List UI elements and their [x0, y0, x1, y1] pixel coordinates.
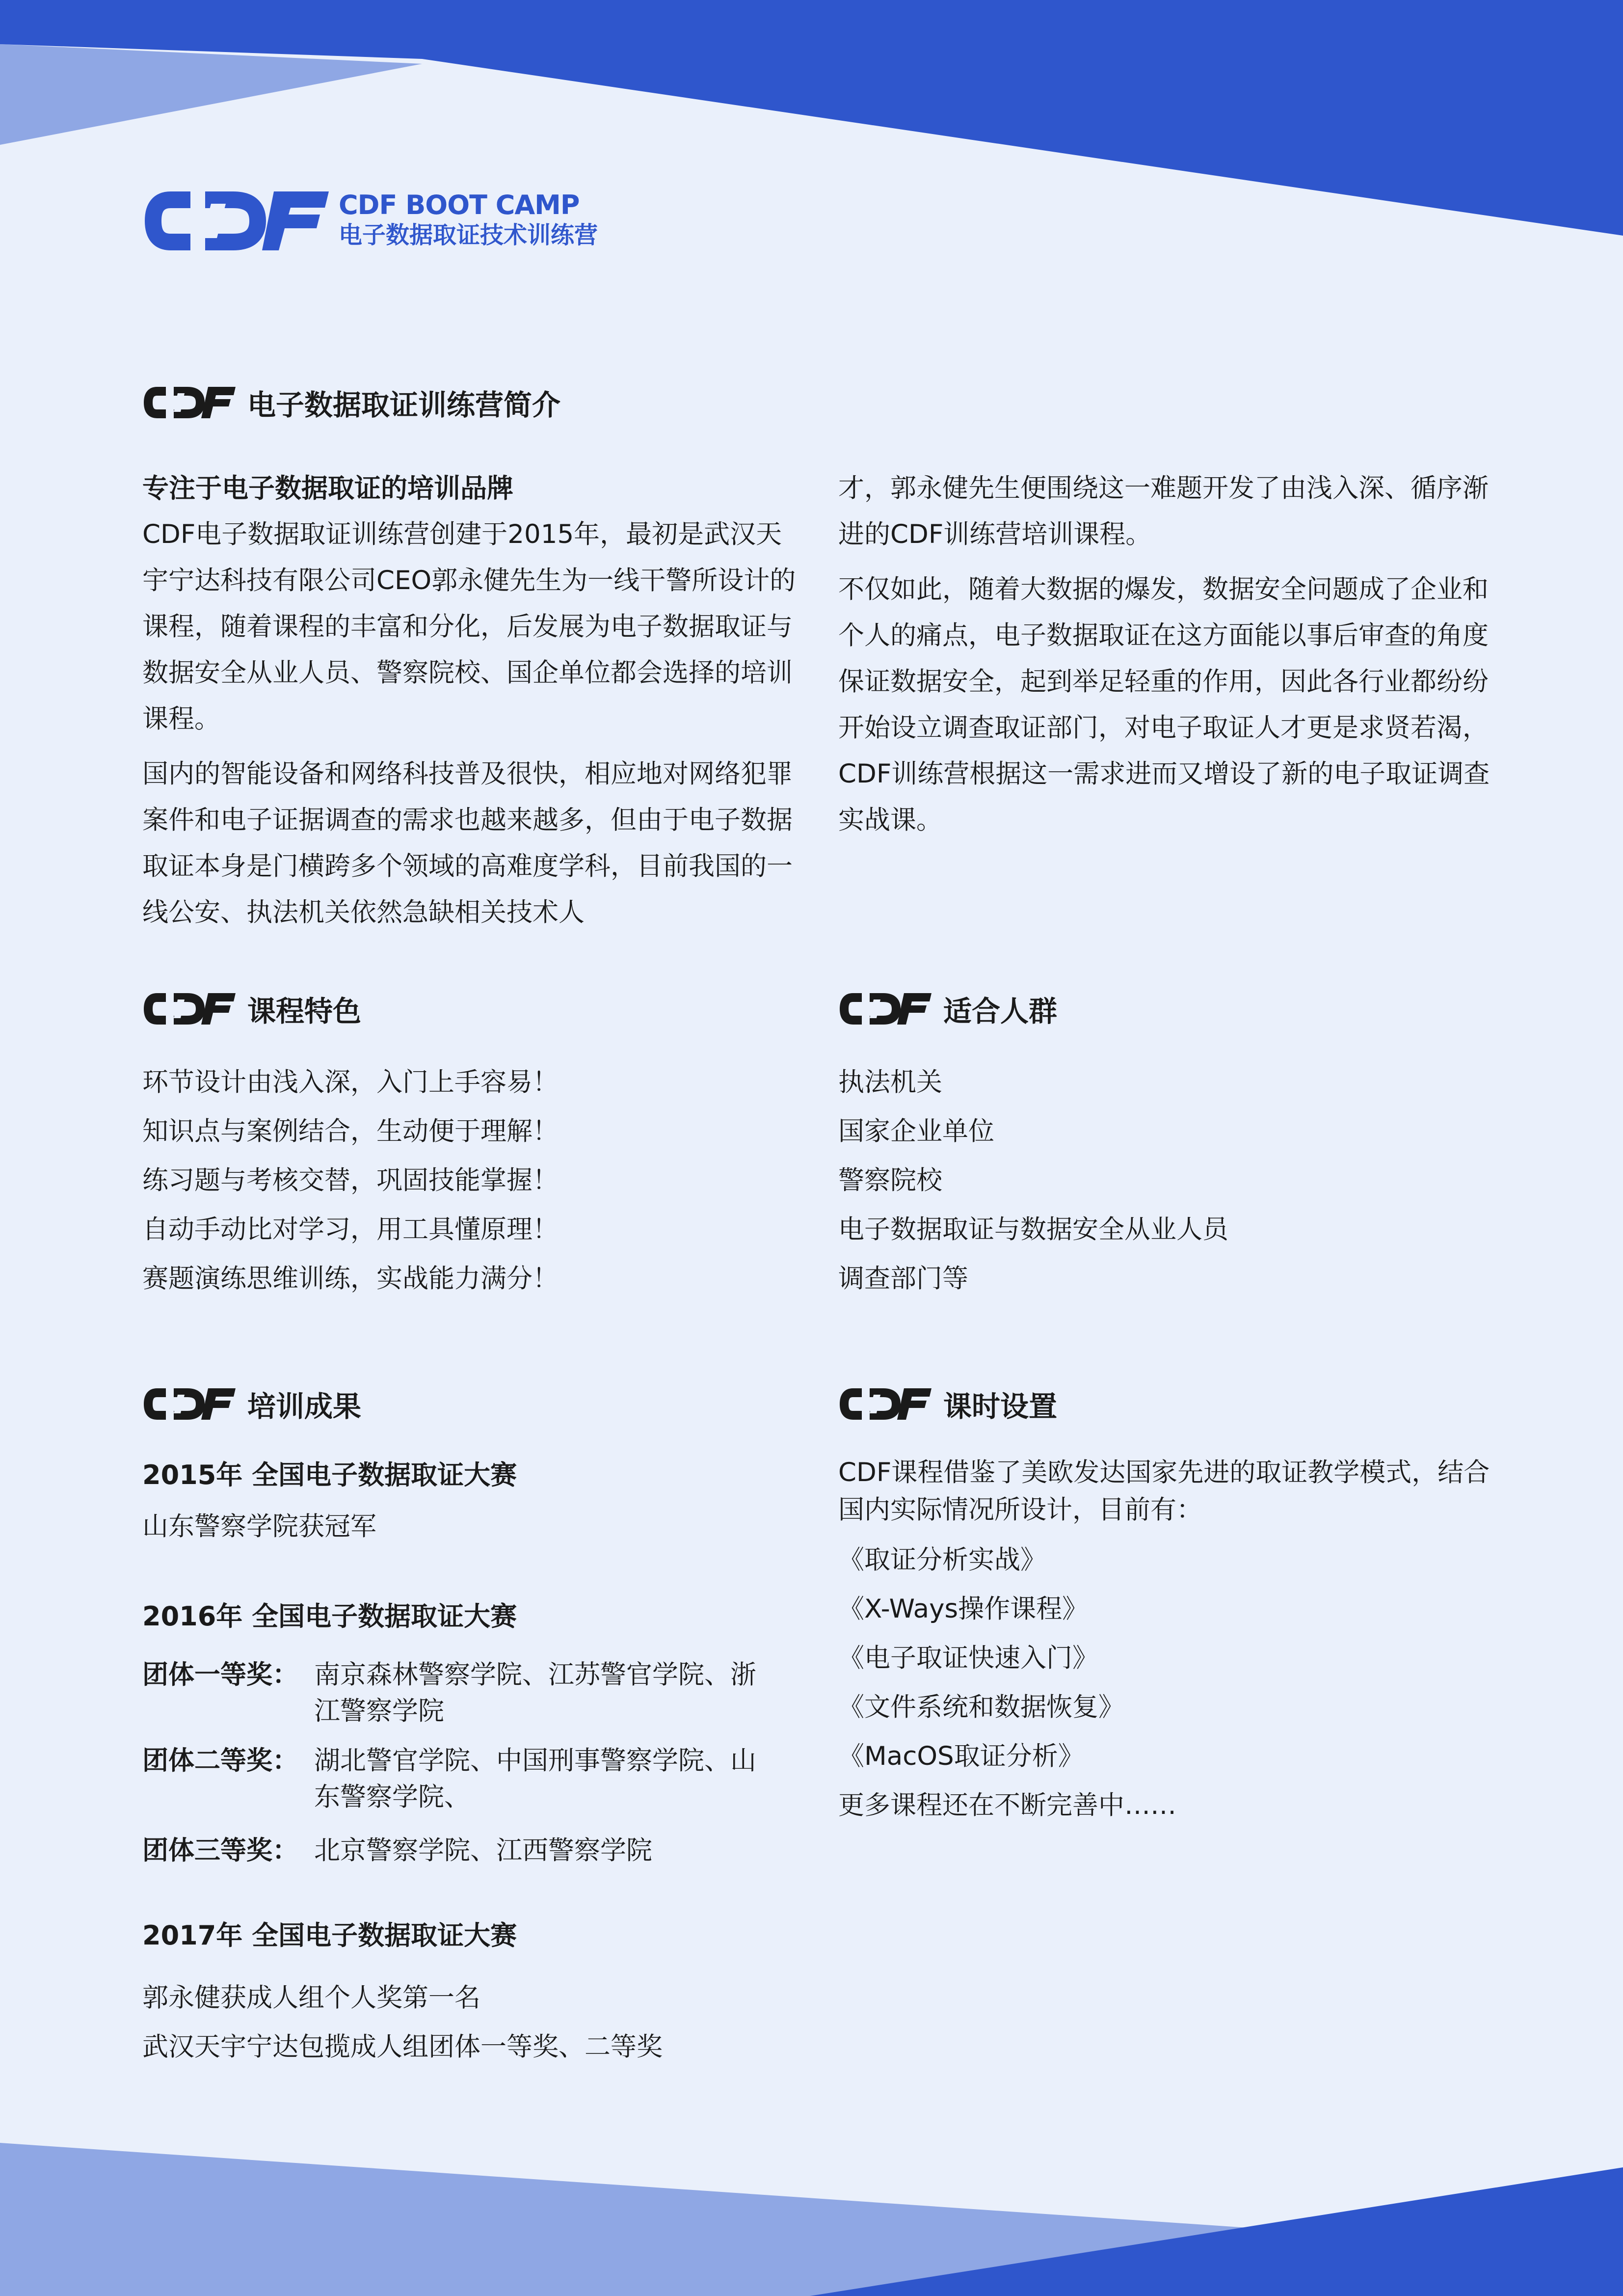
cdf-mini-logo-icon: [838, 1387, 931, 1421]
result-2017-heading: 2017年 全国电子数据取证大赛: [142, 1920, 517, 1951]
intro-paragraph-3: 才，郭永健先生便围绕这一难题开发了由浅入深、循序渐进的CDF训练营培训课程。: [838, 473, 1489, 549]
intro-subtitle: 专注于电子数据取证的培训品牌: [142, 473, 513, 504]
cdf-logo: [142, 189, 329, 253]
header-title-en: CDF BOOT CAMP: [339, 189, 580, 220]
award-row: [142, 1657, 780, 1729]
features-title: 课程特色: [247, 995, 362, 1028]
intro-section-title: [142, 383, 560, 422]
award-label: 团体三等奖：: [142, 1836, 298, 1865]
list-item: 武汉天宇宁达包揽成人组团体一等奖、二等奖: [142, 2032, 663, 2062]
header-title: [339, 190, 598, 250]
list-item: 郭永健获成人组个人奖第一名: [142, 1983, 480, 2013]
result-2016-heading: 2016年 全国电子数据取证大赛: [142, 1601, 517, 1632]
top-left-light-triangle: [0, 44, 422, 145]
cdf-mini-logo-icon: [142, 1387, 236, 1421]
award-row: [142, 1833, 780, 1869]
award-value: 南京森林警察学院、江苏警官学院、浙江警察学院: [314, 1660, 756, 1726]
list-item: 《X-Ways操作课程》: [838, 1594, 1089, 1624]
audience-title: 适合人群: [943, 995, 1058, 1028]
schedule-more: 更多课程还在不断完善中……: [838, 1790, 1176, 1820]
list-item: 环节设计由浅入深，入门上手容易！: [142, 1067, 559, 1097]
award-value: 湖北警官学院、中国刑事警察学院、山东警察学院、: [314, 1746, 756, 1812]
results-section-title: [142, 1384, 361, 1424]
result-2017-lines: [142, 1973, 780, 2072]
list-item: 知识点与案例结合，生动便于理解！: [142, 1116, 559, 1146]
intro-right-column: [838, 465, 1496, 843]
list-item: 《取证分析实战》: [838, 1545, 1046, 1575]
schedule-title: 课时设置: [943, 1390, 1058, 1423]
schedule-course-list: [838, 1536, 1476, 1830]
intro-title: 电子数据取证训练营简介: [247, 388, 561, 422]
audience-section-title: [838, 989, 1057, 1028]
award-label: 团体二等奖：: [142, 1746, 298, 1776]
award-row: [142, 1743, 780, 1815]
list-item: 电子数据取证与数据安全从业人员: [838, 1215, 1228, 1244]
list-item: 《电子取证快速入门》: [838, 1643, 1098, 1673]
list-item: 国家企业单位: [838, 1116, 994, 1146]
result-2015-heading: 2015年 全国电子数据取证大赛: [142, 1459, 517, 1490]
audience-list: [838, 1058, 1476, 1303]
cdf-mini-logo-icon: [142, 992, 236, 1026]
schedule-section-title: [838, 1384, 1057, 1424]
list-item: 警察院校: [838, 1165, 942, 1195]
result-2015-line: 山东警察学院获冠军: [142, 1512, 376, 1541]
intro-left-column: [142, 465, 800, 936]
features-list: [142, 1058, 780, 1303]
list-item: 赛题演练思维训练，实战能力满分！: [142, 1264, 559, 1294]
award-label: 团体一等奖：: [142, 1660, 298, 1690]
intro-paragraph-4: 不仅如此，随着大数据的爆发，数据安全问题成了企业和个人的痛点，电子数据取证在这方面能以事后审查的角度保证数据安全，起到举足轻重的作用，因此各行业都纷纷开始设立调查取证部门，对电子取证人才更是求贤若渴，CDF训练营根据这一需求进而又增设了新的电子取证调查实战课。: [838, 574, 1490, 835]
header-title-cn: 电子数据取证技术训练营: [339, 221, 598, 249]
cdf-mini-logo-icon: [142, 385, 236, 420]
features-section-title: [142, 989, 361, 1028]
list-item: 《MacOS取证分析》: [838, 1741, 1084, 1771]
list-item: 调查部门等: [838, 1264, 968, 1294]
list-item: 自动手动比对学习，用工具懂原理！: [142, 1215, 559, 1244]
list-item: 《文件系统和数据恢复》: [838, 1692, 1124, 1722]
list-item: 执法机关: [838, 1067, 942, 1097]
intro-paragraph-2: 国内的智能设备和网络科技普及很快，相应地对网络犯罪案件和电子证据调查的需求也越来越多，但由于电子数据取证本身是门横跨多个领域的高难度学科，目前我国的一线公安、执法机关依然急缺相关技术人: [142, 759, 793, 927]
intro-paragraph-1: CDF电子数据取证训练营创建于2015年，最初是武汉天宇宁达科技有限公司CEO郭永健先生为一线干警所设计的课程，随着课程的丰富和分化，后发展为电子数据取证与数据安全从业人员、警察院校、国企单位都会选择的培训课程。: [142, 519, 796, 734]
results-title: 培训成果: [247, 1390, 362, 1423]
award-value: 北京警察学院、江西警察学院: [314, 1836, 652, 1865]
list-item: 练习题与考核交替，巩固技能掌握！: [142, 1165, 559, 1195]
schedule-intro: CDF课程借鉴了美欧发达国家先进的取证教学模式，结合国内实际情况所设计，目前有：: [838, 1458, 1490, 1525]
cdf-mini-logo-icon: [838, 992, 931, 1026]
